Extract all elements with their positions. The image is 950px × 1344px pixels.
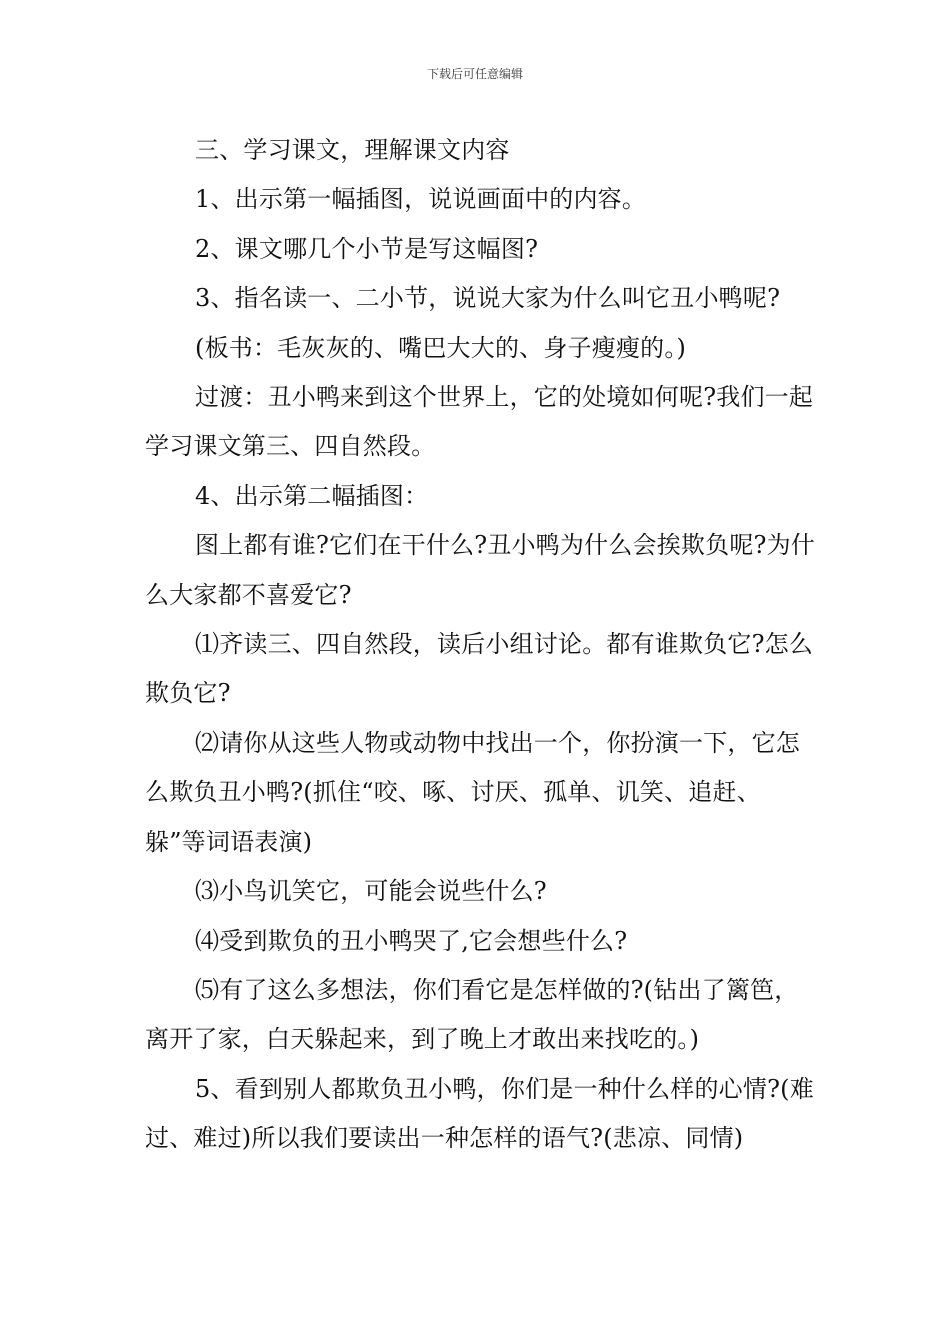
document-body: [145, 126, 815, 1164]
paragraph: 3、指名读一、二小节，说说大家为什么叫它丑小鸭呢?: [195, 284, 781, 313]
paragraph: ⑶小鸟讥笑它，可能会说些什么?: [195, 877, 547, 906]
paragraph: 4、出示第二幅插图：: [195, 481, 429, 510]
paragraph: ⑴齐读三、四自然段，读后小组讨论。都有谁欺负它?怎么欺负它?: [145, 630, 814, 708]
paragraph: 5、看到别人都欺负丑小鸭，你们是一种什么样的心情?(难过、难过)所以我们要读出一种怎样的语气?(悲凉、同情): [145, 1074, 814, 1153]
paragraph: ⑵请你从这些人物或动物中找出一个，你扮演一下，它怎么欺负丑小鸭?(抓住“咬、啄、讨厌、孤单、讥笑、追赶、躲”等词语表演): [145, 728, 800, 856]
page-header: 下载后可任意编辑: [426, 67, 523, 81]
paragraph: ⑸有了这么多想法，你们看它是怎样做的?(钻出了篱笆，离开了家，白天躲起来，到了晚上才敢出来找吃的。): [145, 975, 799, 1054]
paragraph: 1、出示第一幅插图，说说画面中的内容。: [195, 185, 647, 214]
paragraph: ⑷受到欺负的丑小鸭哭了,它会想些什么?: [195, 926, 628, 955]
paragraph: (板书：毛灰灰的、嘴巴大大的、身子瘦瘦的。): [195, 333, 687, 362]
paragraph: 2、课文哪几个小节是写这幅图?: [195, 234, 539, 263]
paragraph: 过渡：丑小鸭来到这个世界上，它的处境如何呢?我们一起学习课文第三、四自然段。: [145, 383, 814, 461]
paragraph: 图上都有谁?它们在干什么?丑小鸭为什么会挨欺负呢?为什么大家都不喜爱它?: [145, 531, 815, 609]
section-heading: 三、学习课文，理解课文内容: [195, 136, 510, 164]
